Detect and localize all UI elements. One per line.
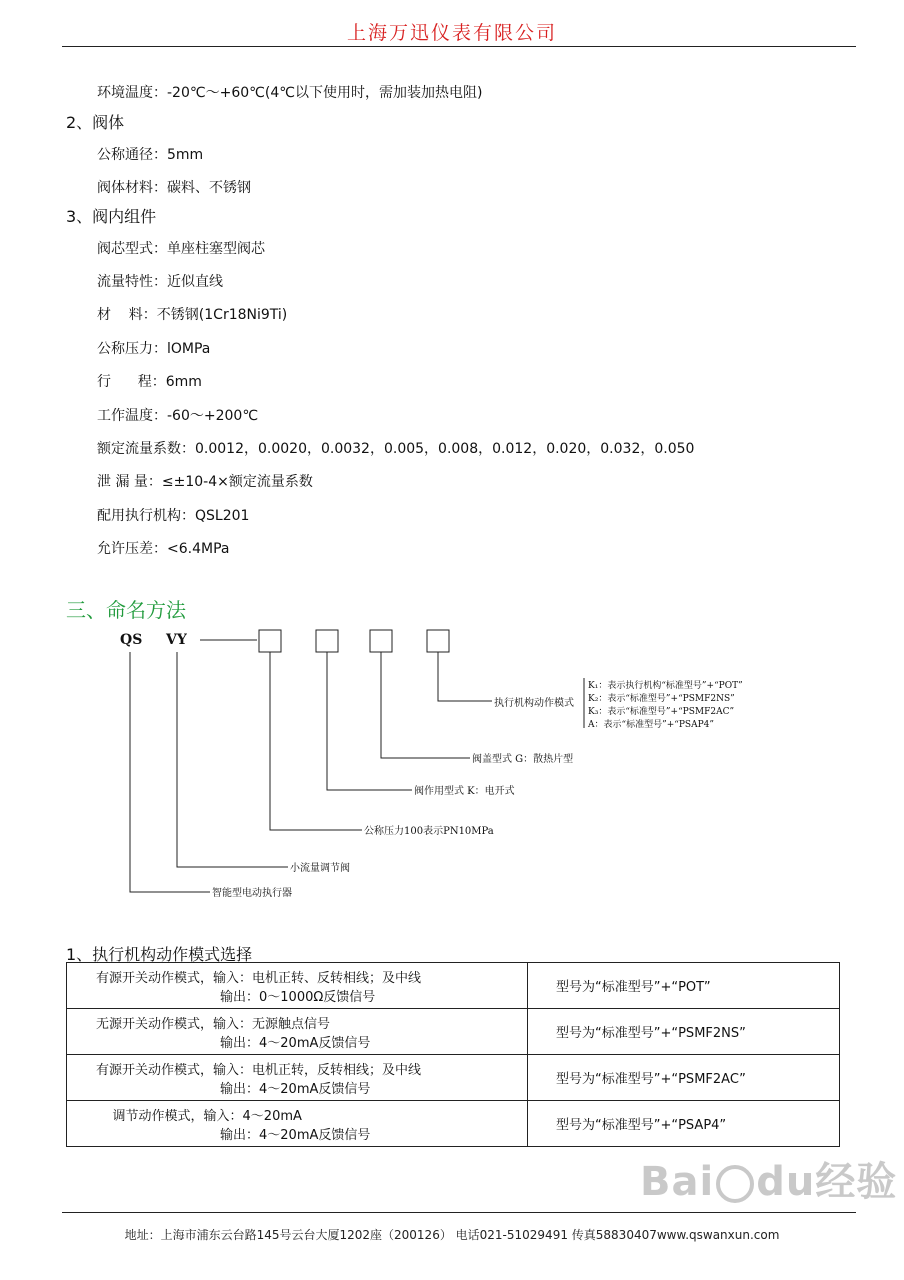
company-header: 上海万迅仪表有限公司 [346, 22, 557, 44]
spec-line: 公称压力：lOMPa [97, 341, 211, 357]
spec-line: 阀体材料：碳料、不锈钢 [97, 180, 251, 196]
section-internals: 3、阀内组件 [66, 207, 157, 226]
mode-desc-line1: 有源开关动作模式，输入：电机正转、反转相线；及中线 [96, 970, 422, 986]
footer-divider [62, 1212, 856, 1213]
mode-line-k1: K₁：表示执行机构“标准型号”+“POT” [588, 681, 743, 691]
mode-desc-line1: 有源开关动作模式，输入：电机正转，反转相线；及中线 [96, 1062, 422, 1078]
code-box-3 [370, 630, 392, 652]
spec-line: 阀芯型式：单座柱塞型阀芯 [97, 241, 265, 257]
spec-line: 流量特性：近似直线 [97, 274, 223, 290]
spec-line: 配用执行机构：QSL201 [97, 508, 250, 524]
mode-desc-cell [67, 963, 528, 1009]
mode-table [66, 962, 840, 1147]
mode-line-k2: K₂：表示“标准型号”+“PSMF2NS” [588, 694, 735, 704]
model-cell: 型号为“标准型号”+“PSMF2AC” [528, 1055, 840, 1101]
code-box-1 [259, 630, 281, 652]
mode-desc-cell [67, 1055, 528, 1101]
label-bonnet: 阀盖型式 G：散热片型 [472, 754, 574, 765]
spec-line: 工作温度：-60～+200℃ [97, 408, 259, 424]
label-smart-actuator: 智能型电动执行器 [212, 888, 292, 899]
leader-line [327, 652, 412, 790]
footer-address: 地址：上海市浦东云台路145号云台大厦1202座（200126） 电话021-51029491 传真58830407www.qswanxun.com [124, 1228, 780, 1242]
mode-desc-line1: 调节动作模式，输入：4～20mA [96, 1108, 302, 1124]
leader-line [177, 652, 288, 867]
naming-diagram [0, 620, 904, 920]
mode-desc-line2: 输出：4～20mA反馈信号 [220, 1035, 371, 1051]
naming-title: 三、命名方法 [66, 598, 186, 622]
mode-line-k3: K₃：表示“标准型号”+“PSMF2AC” [588, 707, 735, 717]
leader-line [438, 652, 492, 701]
leader-line [130, 652, 210, 892]
table-row [67, 963, 840, 1009]
model-cell: 型号为“标准型号”+“PSMF2NS” [528, 1009, 840, 1055]
spec-line: 额定流量系数：0.0012，0.0020，0.0032，0.005，0.008，0.012，0.020，0.032，0.050 [97, 441, 695, 457]
label-small-flow: 小流量调节阀 [290, 863, 350, 874]
header-divider [62, 46, 856, 47]
spec-line: 泄 漏 量：≤±10-4×额定流量系数 [97, 474, 313, 490]
watermark-text-b: du [756, 1159, 816, 1205]
watermark-text-c: 经验 [815, 1159, 898, 1205]
mode-desc-line2: 输出：0～1000Ω反馈信号 [220, 989, 376, 1005]
code-box-4 [427, 630, 449, 652]
mode-line-a: A：表示“标准型号”+“PSAP4” [588, 720, 714, 730]
mode-desc-line1: 无源开关动作模式，输入：无源触点信号 [96, 1016, 331, 1032]
table-row [67, 1009, 840, 1055]
table-row [67, 1055, 840, 1101]
spec-line: 行 程：6mm [97, 374, 202, 390]
leader-line [381, 652, 470, 758]
model-cell: 型号为“标准型号”+“PSAP4” [528, 1101, 840, 1147]
mode-desc-cell [67, 1101, 528, 1147]
baidu-watermark [640, 1150, 897, 1207]
label-action: 阀作用型式 K：电开式 [414, 786, 515, 797]
label-actuator-mode: 执行机构动作模式 [494, 698, 574, 709]
label-pressure: 公称压力100表示PN10MPa [364, 826, 494, 837]
spec-line: 公称通径：5mm [97, 147, 204, 163]
table-row [67, 1101, 840, 1147]
watermark-text-a: Bai [640, 1159, 715, 1205]
model-cell: 型号为“标准型号”+“POT” [528, 963, 840, 1009]
mode-desc-line2: 输出：4～20mA反馈信号 [220, 1127, 371, 1143]
mode-desc-cell [67, 1009, 528, 1055]
mode-desc-line2: 输出：4～20mA反馈信号 [220, 1081, 371, 1097]
prefix-qs: QS [120, 632, 143, 648]
mode-selection-title: 1、执行机构动作模式选择 [66, 945, 253, 964]
paw-icon [716, 1165, 754, 1203]
code-box-2 [316, 630, 338, 652]
spec-line: 允许压差：<6.4MPa [97, 541, 230, 557]
section-valve-body: 2、阀体 [66, 113, 125, 132]
env-temp-line: 环境温度：-20℃～+60℃(4℃以下使用时，需加装加热电阻) [97, 85, 483, 101]
prefix-vy: VY [166, 632, 187, 648]
leader-line [270, 652, 362, 830]
spec-line: 材 料：不锈钢(1Cr18Ni9Ti) [97, 307, 288, 323]
